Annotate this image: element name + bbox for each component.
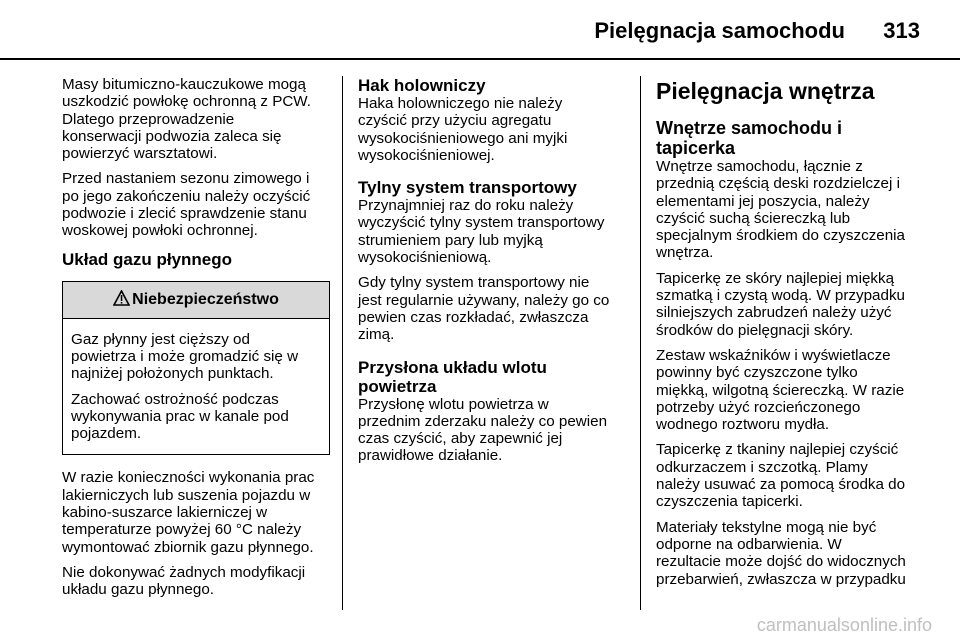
page-header — [0, 0, 960, 62]
column-divider — [342, 76, 343, 610]
page-number: 313 — [883, 18, 920, 43]
header-rule — [0, 58, 960, 60]
paragraph: Tapicerkę ze skóry najlepiej miękką szmatką i czystą wodą. W przypadku silniejszych zabrudzeń należy użyć środków do pielęgnacji skóry. — [656, 269, 905, 339]
paragraph: Przysłonę wlotu powietrza w przednim zderzaku należy co pewien czas czyścić, aby zapewnić jej prawidłowe działanie. — [358, 395, 608, 465]
warning-box — [62, 281, 330, 456]
paragraph: Przynajmniej raz do roku należy wyczyścić tylny system transportowy strumieniem pary lub myjką wysokociśnieniową. — [358, 197, 605, 267]
paragraph: Haka holowniczego nie należy czyścić przy użyciu agregatu wysokociśnieniowego ani myjki wysokociśnieniowej. — [358, 95, 568, 164]
section-heading-interior-upholstery: Wnętrze samochodu i tapicerka — [656, 118, 843, 158]
chapter-heading-interior-care: Pielęgnacja wnętrza — [656, 78, 875, 104]
column-left — [62, 76, 330, 607]
paragraph: Materiały tekstylne mogą nie być odporne na odbarwienia. W rezultacie może dojść do widocznych przebarwień, zwłaszcza w przypadku — [656, 518, 906, 588]
paragraph: Gdy tylny system transportowy nie jest regularnie używany, należy go co pewien czas rozkładać, zwłaszcza zimą. — [358, 274, 610, 344]
warning-title: Niebezpieczeństwo — [132, 291, 279, 309]
paragraph: Tapicerkę z tkaniny najlepiej czyścić odkurzaczem i szczotką. Plamy należy usuwać za pomocą środka do czyszczenia tapicerki. — [656, 441, 906, 511]
column-divider — [640, 76, 641, 610]
warning-header — [63, 282, 329, 319]
page-title: Pielęgnacja samochodu — [594, 18, 845, 43]
paragraph: Wnętrze samochodu, łącznie z przednią częścią deski rozdzielczej i elementami jej poszycia, należy czyścić suchą ściereczką lub specjalnym środkiem do czyszczenia wnętrza. — [656, 158, 905, 262]
paragraph: Przed nastaniem sezonu zimowego i po jego zakończeniu należy oczyścić podwozie i zlecić sprawdzenie stanu woskowej powłoki ochronnej. — [62, 170, 311, 240]
column-middle — [358, 76, 626, 473]
warning-body — [63, 319, 329, 455]
watermark: carmanualsonline.info — [756, 615, 932, 635]
section-heading-air-shutter: Przysłona układu wlotu powietrza — [358, 357, 547, 396]
section-heading-tow-hook: Hak holowniczy — [358, 76, 486, 95]
section-heading-lpg: Układ gazu płynnego — [62, 249, 233, 269]
warning-paragraph: Gaz płynny jest cięższy od powietrza i może gromadzić się w najniżej położonych punktach. — [71, 330, 299, 383]
column-right — [656, 76, 926, 596]
paragraph: W razie konieczności wykonania prac lakierniczych lub suszenia pojazdu w kabino-suszarce lakierniczej w temperaturze powyżej 60 °C należy wymontować zbiornik gazu płynnego. — [62, 469, 315, 556]
warning-paragraph: Zachować ostrożność podczas wykonywania prac w kanale pod pojazdem. — [71, 390, 289, 443]
paragraph: Nie dokonywać żadnych modyfikacji układu gazu płynnego. — [62, 563, 306, 599]
warning-triangle-icon — [113, 290, 130, 310]
paragraph: Masy bitumiczno-kauczukowe mogą uszkodzić powłokę ochronną z PCW. Dlatego przeprowadzenie konserwacji podwozia zaleca się powierzyć warsztatowi. — [62, 76, 312, 163]
paragraph: Zestaw wskaźników i wyświetlacze powinny być czyszczone tylko miękką, wilgotną ściereczką. W razie potrzeby użyć rozcieńczonego wodnego roztworu mydła. — [656, 346, 905, 434]
section-heading-rear-carrier: Tylny system transportowy — [358, 178, 577, 198]
